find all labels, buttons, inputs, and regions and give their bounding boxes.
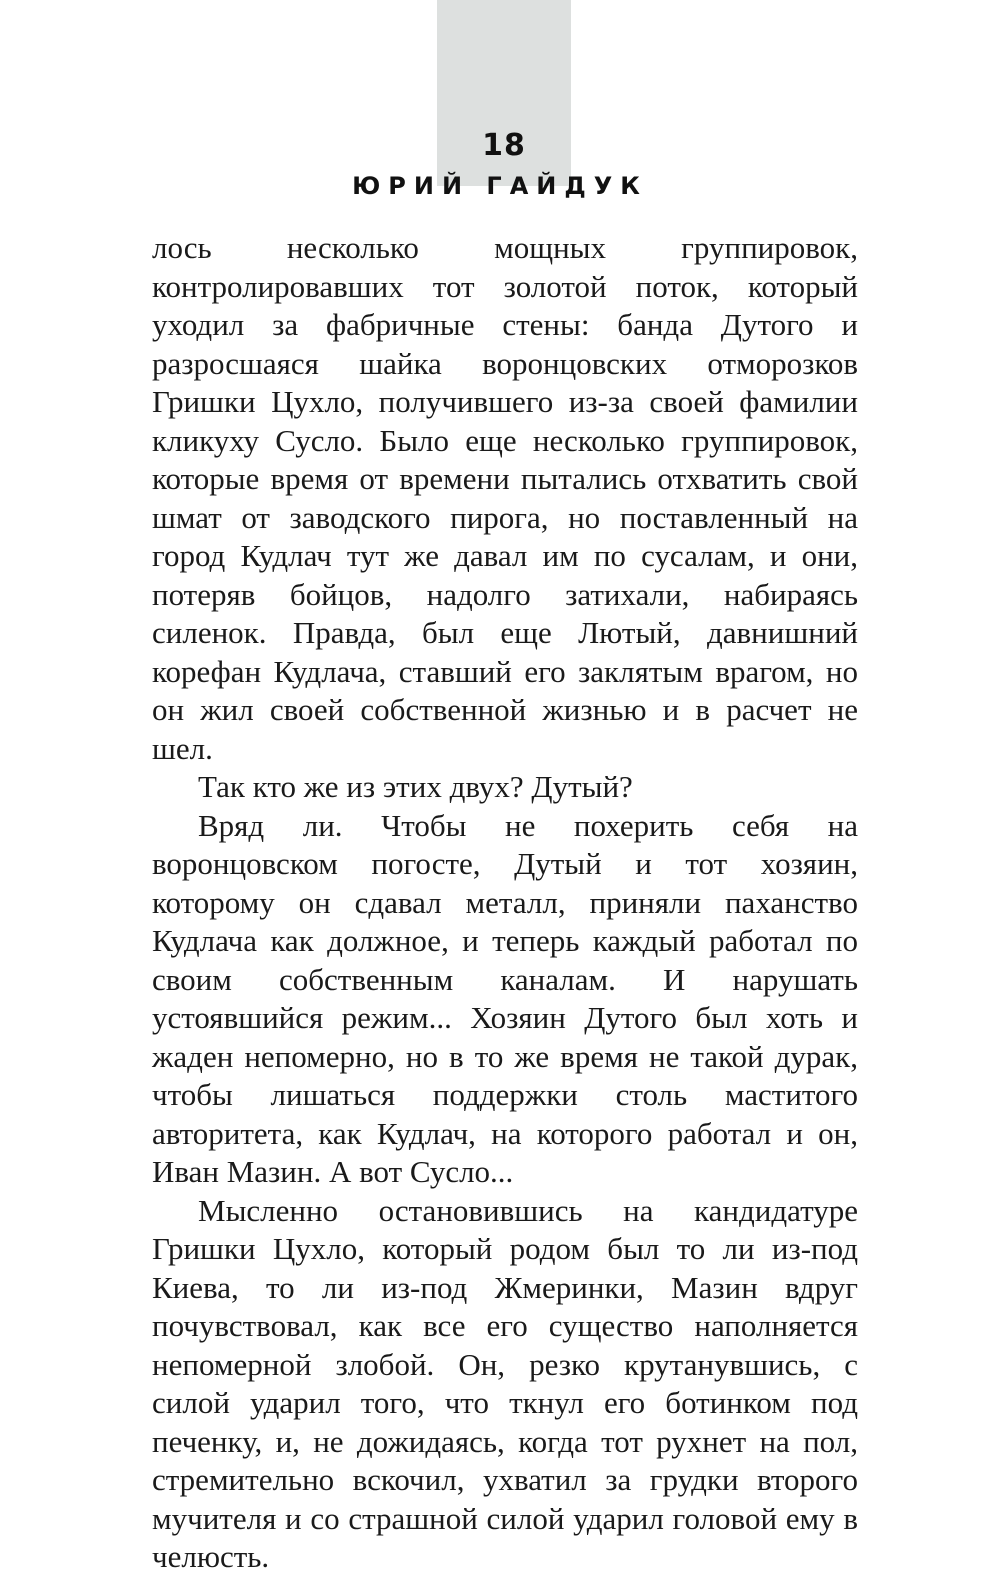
text-body: [152, 229, 858, 1577]
page-number: 18: [482, 128, 526, 163]
paragraph-continued: лось несколько мощных группировок, контролировавших тот золотой поток, который уходил за фабричные стены: банда Дутого и разросшаяся шайка воронцовских отморозков Гришки Цухло, получившего из-за своей фамилии кликуху Сусло. Было еще несколько группировок, которые время от времени пытались отхватить свой шмат от заводского пирога, но поставленный на город Кудлач тут же давал им по сусалам, и они, потеряв бойцов, надолго затихали, набираясь силенок. Правда, был еще Лютый, давнишний корефан Кудлача, ставший его заклятым врагом, но он жил своей собственной жизнью и в расчет не шел.: [152, 230, 858, 766]
running-head: ЮРИЙ ГАЙДУК: [352, 172, 648, 200]
paragraph: Так кто же из этих двух? Дутый?: [198, 769, 633, 804]
paragraph: Вряд ли. Чтобы не похерить себя на воронцовском погосте, Дутый и тот хозяин, которому он сдавал металл, приняли паханство Кудлача как должное, и теперь каждый работал по своим собственным каналам. И нарушать устоявшийся режим... Хозяин Дутого был хоть и жаден непомерно, но в то же время не такой дурак, чтобы лишаться поддержки столь маститого авторитета, как Кудлач, на которого работал и он, Иван Мазин. А вот Сусло...: [152, 807, 858, 1189]
paragraph: Мысленно остановившись на кандидатуре Гришки Цухло, который родом был то ли из-под Киева, то ли из-под Жмеринки, Мазин вдруг почувствовал, как все его существо наполняется непомерной злобой. Он, резко крутанувшись, с силой ударил того, что ткнул его ботинком под печенку, и, не дожидаясь, когда тот рухнет на пол, стремительно вскочил, ухватил за грудки второго мучителя и со страшной силой ударил головой ему в челюсть.: [152, 1192, 858, 1574]
